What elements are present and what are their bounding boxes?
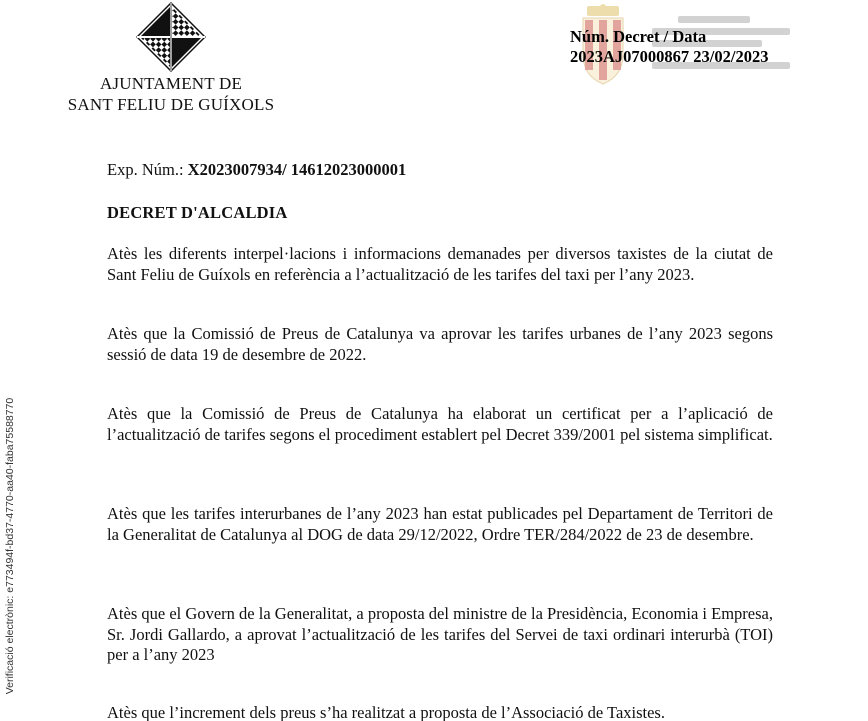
paragraph-5: Atès que el Govern de la Generalitat, a proposta del ministre de la Presidència, Economia i Empresa, Sr. Jordi Gallardo, a aprovat l’actualització de les tarifes del Servei de taxi ordinari interurbà (TOI) per a l’any 2023: [107, 604, 773, 664]
municipal-crest-logo: [136, 2, 206, 72]
verification-code-vertical: Verificació electrònic: e773494f-bd37-4770-aa40-faba75588770: [4, 397, 16, 695]
expedient-number: [107, 160, 406, 180]
expedient-label: Exp. Núm.:: [107, 160, 188, 179]
document-title: DECRET D'ALCALDIA: [107, 203, 288, 222]
decree-label: Núm. Decret / Data: [570, 27, 707, 46]
paragraph-6: Atès que l’increment dels preus s’ha realitzat a proposta de l’Associació de Taxistes.: [107, 703, 665, 721]
decree-value: 2023AJ07000867 23/02/2023: [570, 47, 769, 66]
org-line-1: AJUNTAMENT DE: [99, 74, 243, 93]
expedient-value: X2023007934/ 14612023000001: [187, 160, 407, 179]
organization-name: [58, 73, 284, 115]
paragraph-4: Atès que les tarifes interurbanes de l’any 2023 han estat publicades pel Departament de Territori de la Generalitat de Catalunya al DOG de data 29/12/2022, Ordre TER/284/2022 de 23 de desembre.: [107, 504, 773, 544]
decree-number-date: [570, 27, 850, 67]
org-line-2: SANT FELIU DE GUÍXOLS: [67, 95, 275, 114]
paragraph-3: Atès que la Comissió de Preus de Catalunya ha elaborat un certificat per a l’aplicació de l’actualització de tarifes segons el procediment establert pel Decret 339/2001 pel sistema simplificat.: [107, 404, 773, 444]
paragraph-1: Atès les diferents interpel·lacions i informacions demanades per diversos taxistes de la ciutat de Sant Feliu de Guíxols en referència a l’actualització de les tarifes del taxi per l’any 2023.: [107, 244, 773, 284]
paragraph-2: Atès que la Comissió de Preus de Catalunya va aprovar les tarifes urbanes de l’any 2023 segons sessió de data 19 de desembre de 2022.: [107, 324, 773, 364]
